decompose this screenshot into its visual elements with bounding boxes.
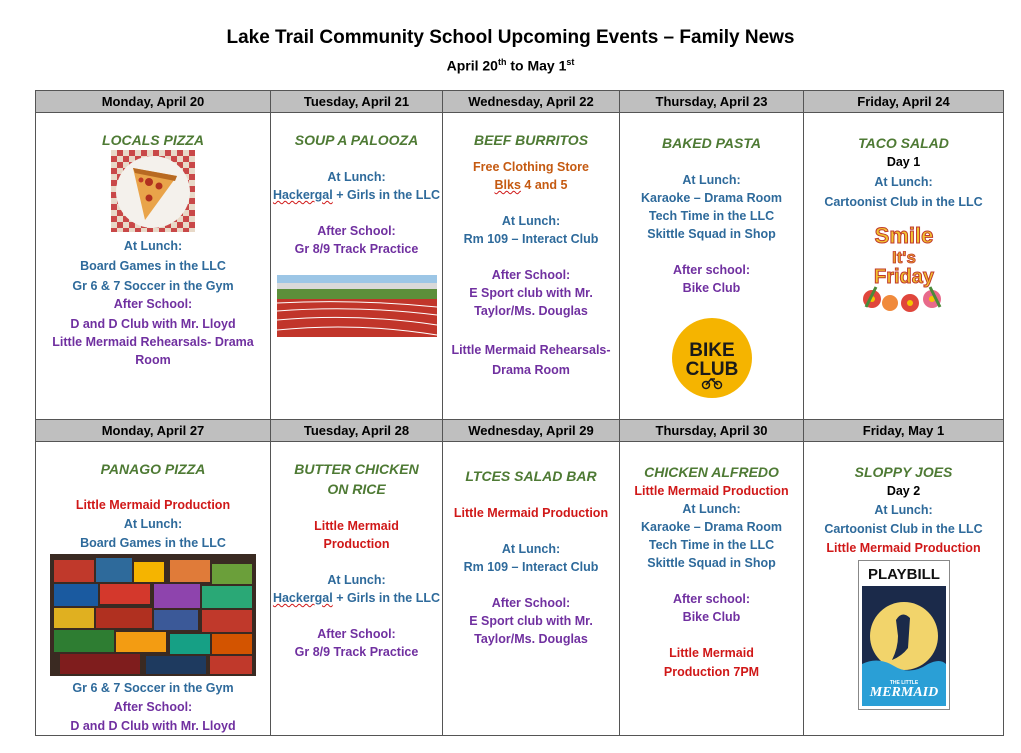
at-lunch-label: At Lunch: — [682, 502, 741, 516]
page-title: Lake Trail Community School Upcoming Events – Family News — [226, 27, 795, 48]
day-header: Wednesday, April 29 — [443, 420, 620, 442]
day-header: Tuesday, April 21 — [271, 91, 443, 113]
event-item: Rm 109 – Interact Club — [463, 232, 599, 246]
meal-label: LTCES SALAD BAR — [465, 468, 597, 484]
smile-text-line1: Smile — [874, 223, 933, 248]
event-item: Karaoke – Drama Room — [640, 520, 783, 534]
at-lunch-label: At Lunch: — [874, 503, 933, 517]
day-header: Thursday, April 23 — [620, 91, 804, 113]
event-item: Tech Time in the LLC — [648, 538, 775, 552]
playbill-title: PLAYBILL — [867, 566, 940, 583]
hackergal-text: Hackergal — [272, 591, 333, 605]
at-lunch-label: At Lunch: — [123, 239, 183, 253]
bike-club-logo — [671, 317, 753, 399]
page-subtitle — [0, 57, 1021, 74]
week1-row — [36, 113, 1004, 420]
at-lunch-label: At Lunch: — [501, 214, 561, 228]
event-item: Gr 8/9 Track Practice — [294, 242, 419, 256]
event-item-rest: + Girls in the LLC — [332, 591, 441, 605]
day-header: Thursday, April 30 — [620, 420, 804, 442]
day-header: Friday, May 1 — [804, 420, 1004, 442]
event-item: Board Games in the LLC — [80, 259, 226, 273]
event-item: Little Mermaid Production — [634, 484, 789, 498]
at-lunch-label: At Lunch: — [501, 542, 561, 556]
event-item-rest: 4 and 5 — [520, 178, 568, 192]
event-item: Little Mermaid Production — [826, 541, 981, 555]
cell-mon-apr27 — [36, 442, 271, 736]
smile-text-line3: Friday — [873, 266, 934, 288]
hackergal-text: Hackergal — [272, 188, 333, 202]
cell-wed-apr22 — [443, 113, 620, 420]
pizza-image — [111, 150, 195, 232]
cell-tue-apr28 — [271, 442, 443, 736]
after-school-label: After School: — [491, 268, 571, 282]
meal-label: SOUP A PALOOZA — [294, 132, 419, 148]
at-lunch-label: At Lunch: — [874, 175, 933, 189]
event-item: Skittle Squad in Shop — [647, 556, 776, 570]
after-school-label: After School: — [491, 596, 571, 610]
event-item: Gr 6 & 7 Soccer in the Gym — [72, 279, 234, 293]
subtitle-start: April 20 — [446, 57, 498, 74]
day-header: Friday, April 24 — [804, 91, 1004, 113]
event-item: D and D Club with Mr. Lloyd — [70, 719, 236, 733]
subtitle-mid: to May 1 — [506, 57, 567, 74]
blks-text: Blks — [494, 178, 521, 192]
event-item: Skittle Squad in Shop — [647, 227, 776, 241]
day-number: Day 1 — [886, 155, 921, 169]
event-item — [271, 186, 442, 204]
cell-thu-apr30 — [620, 442, 804, 736]
meal-label: BEEF BURRITOS — [473, 132, 589, 148]
week2-row — [36, 442, 1004, 736]
event-item: Little Mermaid Production — [453, 506, 609, 520]
week1-header-row — [36, 91, 1004, 113]
at-lunch-label: At Lunch: — [682, 173, 741, 187]
after-school-label: After School: — [113, 297, 193, 311]
mermaid-small-title: THE LITTLE — [889, 680, 918, 686]
cell-fri-apr24 — [804, 113, 1004, 420]
after-school-label: After School: — [113, 700, 193, 714]
subtitle-end-suffix: st — [566, 57, 575, 67]
event-item: Little Mermaid Production 7PM — [663, 646, 760, 679]
event-item: Bike Club — [682, 610, 741, 624]
event-item: Little Mermaid Rehearsals- Drama Room — [52, 335, 254, 367]
after-school-label: After school: — [672, 263, 751, 277]
at-lunch-label: At Lunch: — [123, 517, 183, 531]
day-header: Tuesday, April 28 — [271, 420, 443, 442]
event-item: Little Mermaid Production — [75, 498, 231, 512]
event-item: Free Clothing Store — [473, 160, 589, 174]
after-school-label: After School: — [317, 627, 396, 641]
week2-header-row — [36, 420, 1004, 442]
event-item: E Sport club with Mr. Taylor/Ms. Douglas — [469, 614, 593, 646]
meal-label: ON RICE — [327, 481, 386, 497]
meal-label: CHICKEN ALFREDO — [644, 464, 779, 480]
event-item: Rm 109 – Interact Club — [463, 560, 599, 574]
events-calendar — [35, 90, 1004, 736]
event-item: Board Games in the LLC — [80, 536, 226, 550]
after-school-label: After school: — [672, 592, 751, 606]
bike-logo-line2: CLUB — [685, 359, 738, 380]
at-lunch-label: At Lunch: — [327, 170, 386, 184]
event-item: Tech Time in the LLC — [648, 209, 775, 223]
meal-label: SLOPPY JOES — [854, 464, 953, 480]
day-number: Day 2 — [886, 484, 921, 498]
meal-label: BAKED PASTA — [661, 135, 762, 151]
day-header: Monday, April 20 — [36, 91, 271, 113]
meal-label: PANAGO PIZZA — [100, 461, 206, 477]
meal-label: BUTTER CHICKEN — [294, 461, 419, 477]
smile-text-line2: It's — [891, 248, 916, 267]
event-item — [443, 176, 619, 194]
cell-tue-apr21 — [271, 113, 443, 420]
meal-label: TACO SALAD — [858, 135, 949, 151]
event-item: Cartoonist Club in the LLC — [824, 522, 983, 536]
event-item: D and D Club with Mr. Lloyd — [70, 317, 236, 331]
subtitle-start-suffix: th — [497, 57, 507, 67]
after-school-label: After School: — [317, 224, 396, 238]
bike-logo-line1: BIKE — [688, 340, 735, 361]
event-item: Cartoonist Club in the LLC — [824, 195, 983, 209]
at-lunch-label: At Lunch: — [327, 573, 386, 587]
event-item: Gr 6 & 7 Soccer in the Gym — [72, 681, 234, 695]
board-games-image — [50, 554, 256, 676]
event-item: Karaoke – Drama Room — [640, 191, 783, 205]
cell-mon-apr20 — [36, 113, 271, 420]
event-item: Little Mermaid Production — [314, 519, 399, 551]
event-item — [271, 589, 442, 607]
event-item: Gr 8/9 Track Practice — [294, 645, 419, 659]
running-track-image — [277, 275, 437, 337]
playbill-image — [858, 560, 950, 710]
mermaid-big-title: MERMAID — [869, 685, 938, 700]
cell-fri-may1 — [804, 442, 1004, 736]
cell-wed-apr29 — [443, 442, 620, 736]
cell-thu-apr23 — [620, 113, 804, 420]
event-item-rest: + Girls in the LLC — [332, 188, 441, 202]
smile-its-friday-image — [860, 217, 948, 313]
day-header: Monday, April 27 — [36, 420, 271, 442]
event-item: Bike Club — [682, 281, 741, 295]
event-item: E Sport club with Mr. Taylor/Ms. Douglas — [469, 286, 593, 318]
day-header: Wednesday, April 22 — [443, 91, 620, 113]
meal-label: LOCALS PIZZA — [102, 132, 204, 148]
event-item: Little Mermaid Rehearsals- Drama Room — [451, 343, 611, 377]
